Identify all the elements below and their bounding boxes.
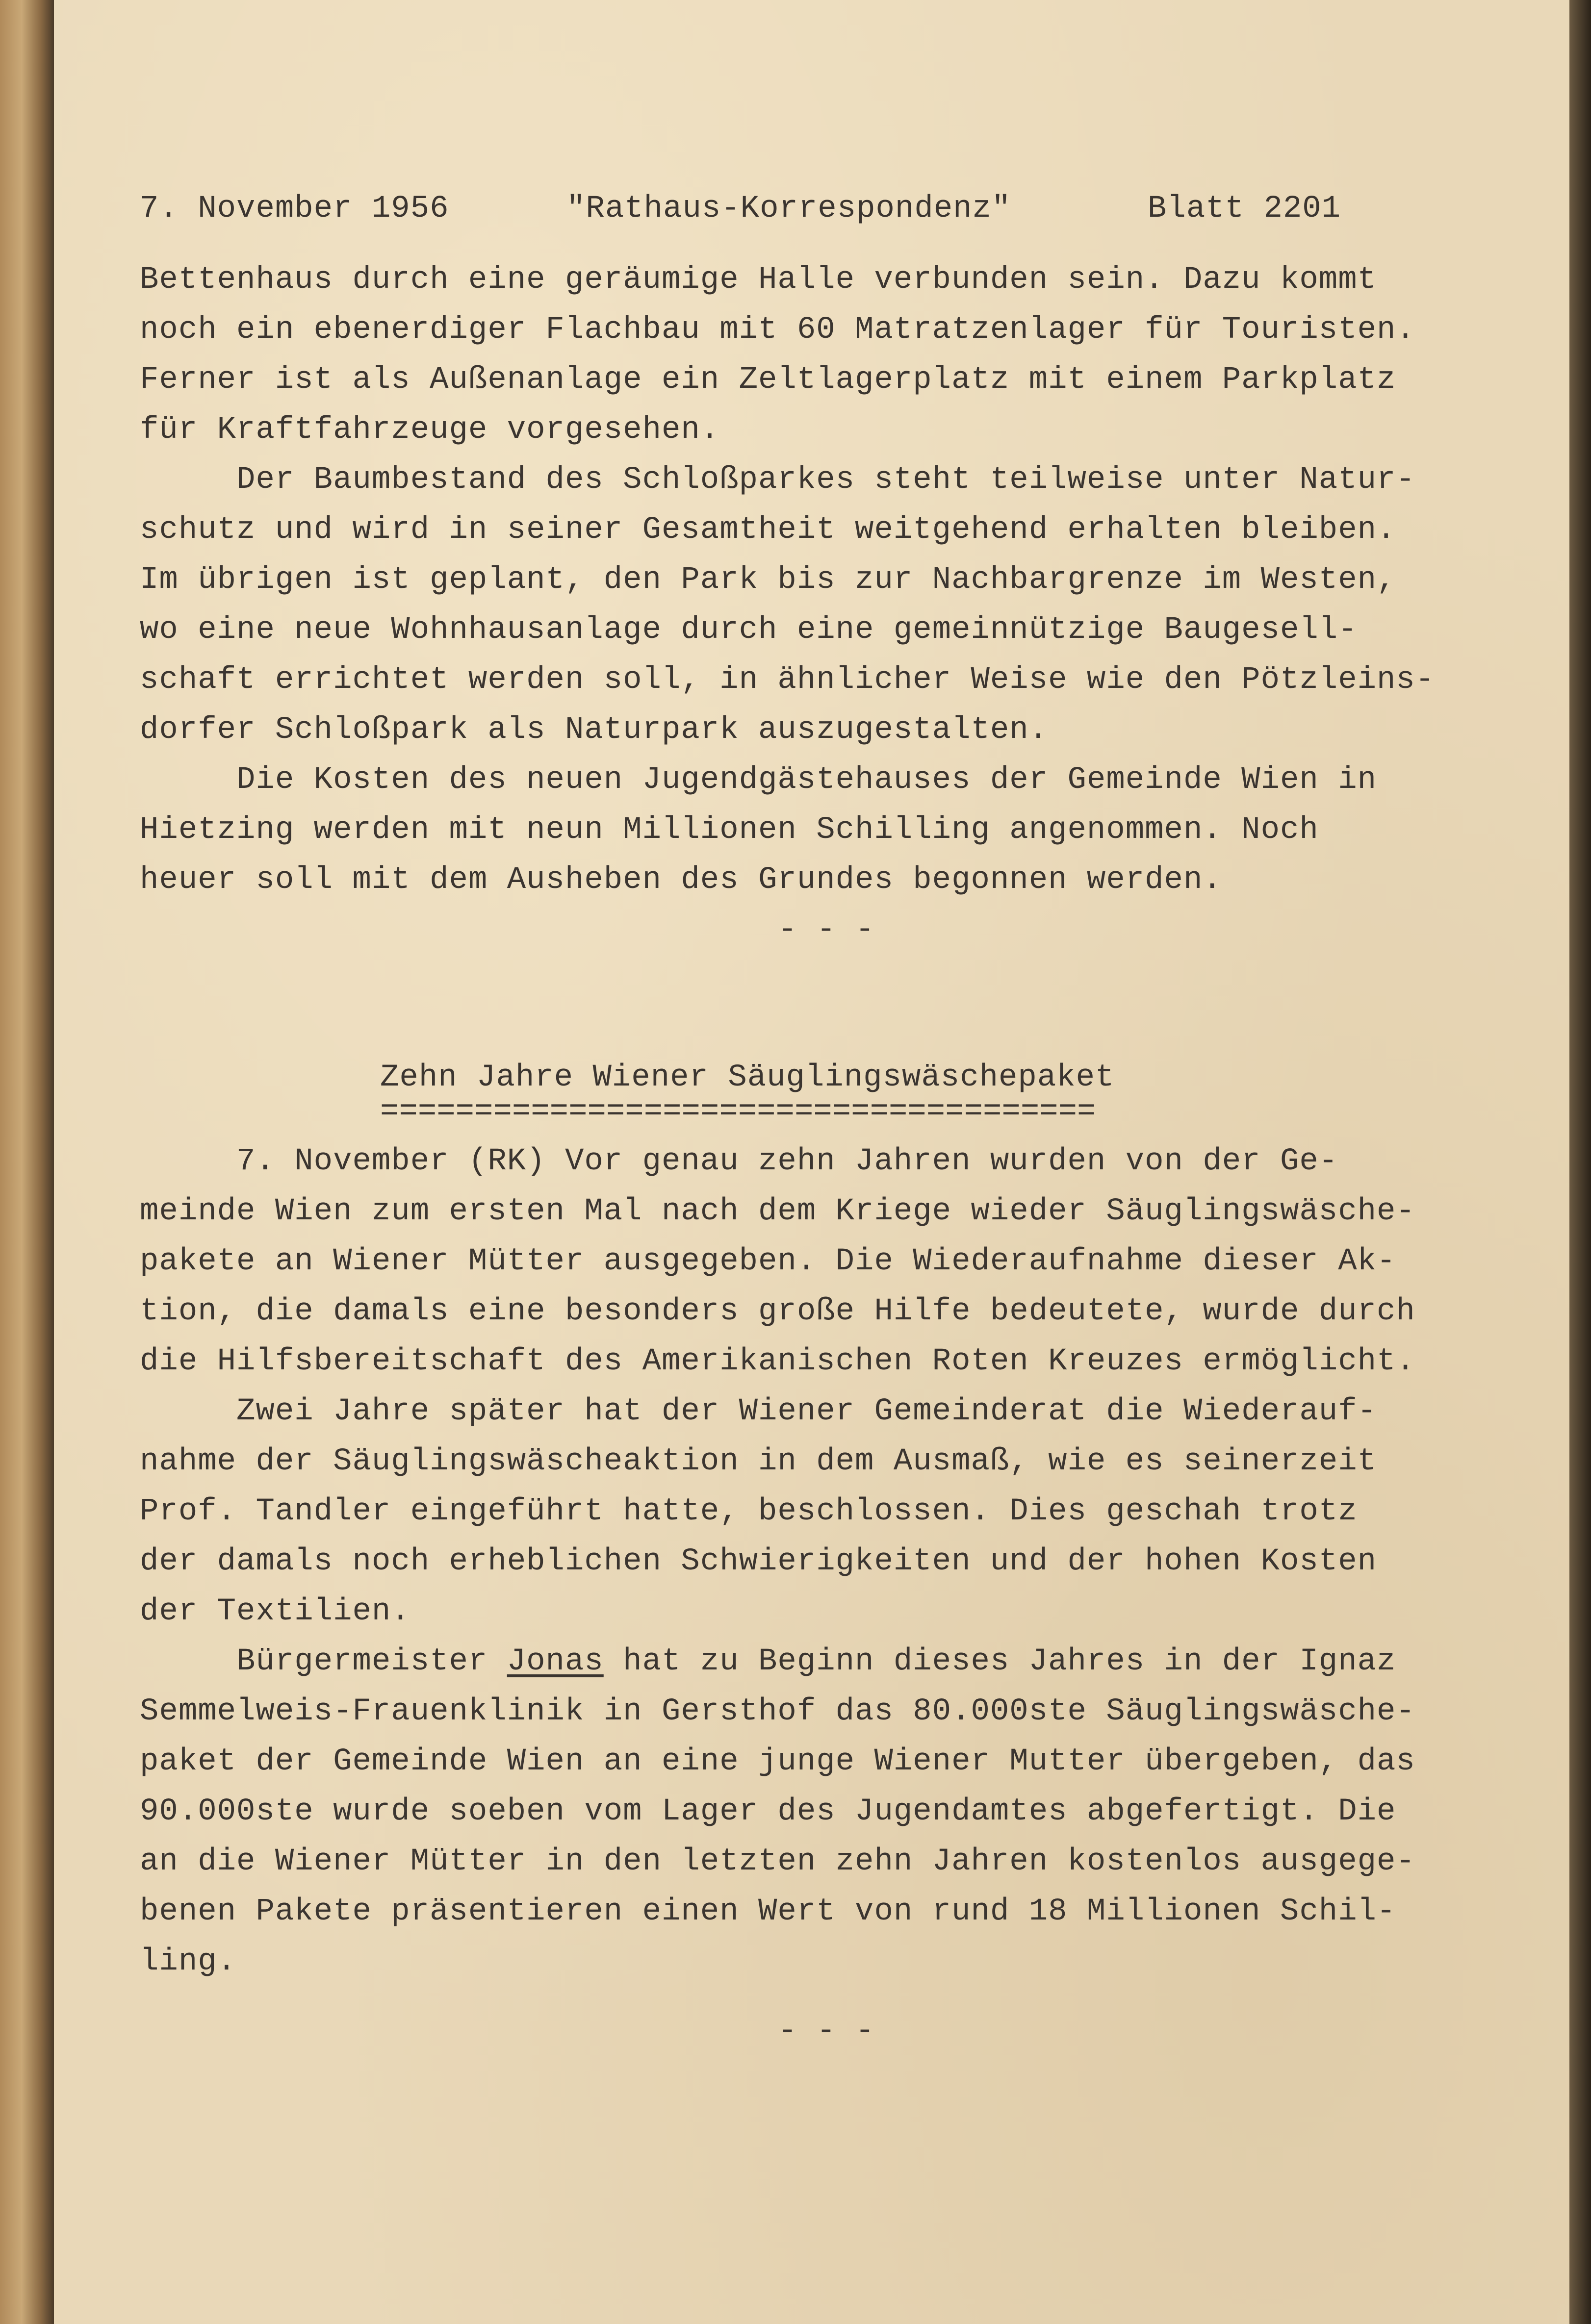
text-line: Prof. Tandler eingeführt hatte, beschlossen. Dies geschah trotz — [140, 1494, 1358, 1529]
article-title: Zehn Jahre Wiener Säuglingswäschepaket — [380, 1060, 1115, 1095]
text-line: noch ein ebenerdiger Flachbau mit 60 Matratzenlager für Touristen. — [140, 312, 1415, 348]
line-suffix: hat zu Beginn dieses Jahres in der Ignaz — [603, 1644, 1396, 1679]
text-line: Zwei Jahre später hat der Wiener Gemeinderat die Wiederauf- — [140, 1394, 1377, 1429]
text-line: Im übrigen ist geplant, den Park bis zur Nachbargrenze im Westen, — [140, 562, 1396, 598]
text-line-with-name — [140, 1637, 1493, 1687]
document-body — [140, 191, 1493, 2056]
text-line: schutz und wird in seiner Gesamtheit weitgehend erhalten bleiben. — [140, 512, 1396, 548]
text-line: schaft errichtet werden soll, in ähnlicher Weise wie den Pötzleins- — [140, 662, 1435, 698]
text-line: Der Baumbestand des Schloßparkes steht teilweise unter Natur- — [140, 462, 1415, 498]
section-separator: - - - — [778, 912, 875, 948]
text-line: der damals noch erheblichen Schwierigkeiten und der hohen Kosten — [140, 1544, 1377, 1579]
text-line: an die Wiener Mütter in den letzten zehn Jahren kostenlos ausgege- — [140, 1844, 1415, 1879]
text-line: pakete an Wiener Mütter ausgegeben. Die Wiederaufnahme dieser Ak- — [140, 1244, 1396, 1279]
text-line: der Textilien. — [140, 1594, 411, 1629]
text-line: meinde Wien zum ersten Mal nach dem Kriege wieder Säuglingswäsche- — [140, 1194, 1415, 1229]
text-line: für Kraftfahrzeuge vorgesehen. — [140, 412, 720, 448]
text-line: heuer soll mit dem Ausheben des Grundes begonnen werden. — [140, 862, 1222, 898]
text-line: Ferner ist als Außenanlage ein Zeltlagerplatz mit einem Parkplatz — [140, 362, 1396, 398]
title-double-underline: ====================================== — [380, 1094, 1096, 1130]
text-line: dorfer Schloßpark als Naturpark auszugestalten. — [140, 712, 1049, 748]
text-line: 7. November (RK) Vor genau zehn Jahren wurden von der Ge- — [140, 1144, 1338, 1179]
binding-edge — [0, 0, 54, 2324]
text-line: tion, die damals eine besonders große Hilfe bedeutete, wurde durch — [140, 1294, 1415, 1329]
mayor-name-underlined: Jonas — [507, 1644, 604, 1679]
header-sheet-number: Blatt 2201 — [1148, 191, 1341, 227]
page-header — [140, 191, 1493, 255]
text-line: paket der Gemeinde Wien an eine junge Wiener Mutter übergeben, das — [140, 1744, 1415, 1779]
article-continuation — [140, 255, 1493, 955]
section-separator: - - - — [778, 2014, 875, 2049]
text-line: Die Kosten des neuen Jugendgästehauses der Gemeinde Wien in — [140, 762, 1377, 798]
text-line: 90.000ste wurde soeben vom Lager des Jugendamtes abgefertigt. Die — [140, 1794, 1396, 1829]
text-line: wo eine neue Wohnhausanlage durch eine gemeinnützige Baugesell- — [140, 612, 1358, 648]
text-line: Bettenhaus durch eine geräumige Halle verbunden sein. Dazu kommt — [140, 262, 1377, 298]
article-saeuglingswaeschepaket — [140, 1058, 1493, 2056]
line-prefix: Bürgermeister — [140, 1644, 507, 1679]
text-line: ling. — [140, 1944, 237, 1979]
text-line: Semmelweis-Frauenklinik in Gersthof das 80.000ste Säuglingswäsche- — [140, 1694, 1415, 1729]
header-date: 7. November 1956 — [140, 191, 449, 227]
page-shadow-edge — [1569, 0, 1591, 2324]
header-publication: "Rathaus-Korrespondenz" — [566, 191, 1011, 227]
text-line: nahme der Säuglingswäscheaktion in dem Ausmaß, wie es seinerzeit — [140, 1444, 1377, 1479]
text-line: die Hilfsbereitschaft des Amerikanischen Roten Kreuzes ermöglicht. — [140, 1344, 1415, 1379]
text-line: Hietzing werden mit neun Millionen Schilling angenommen. Noch — [140, 812, 1319, 848]
text-line: benen Pakete präsentieren einen Wert von rund 18 Millionen Schil- — [140, 1894, 1396, 1929]
